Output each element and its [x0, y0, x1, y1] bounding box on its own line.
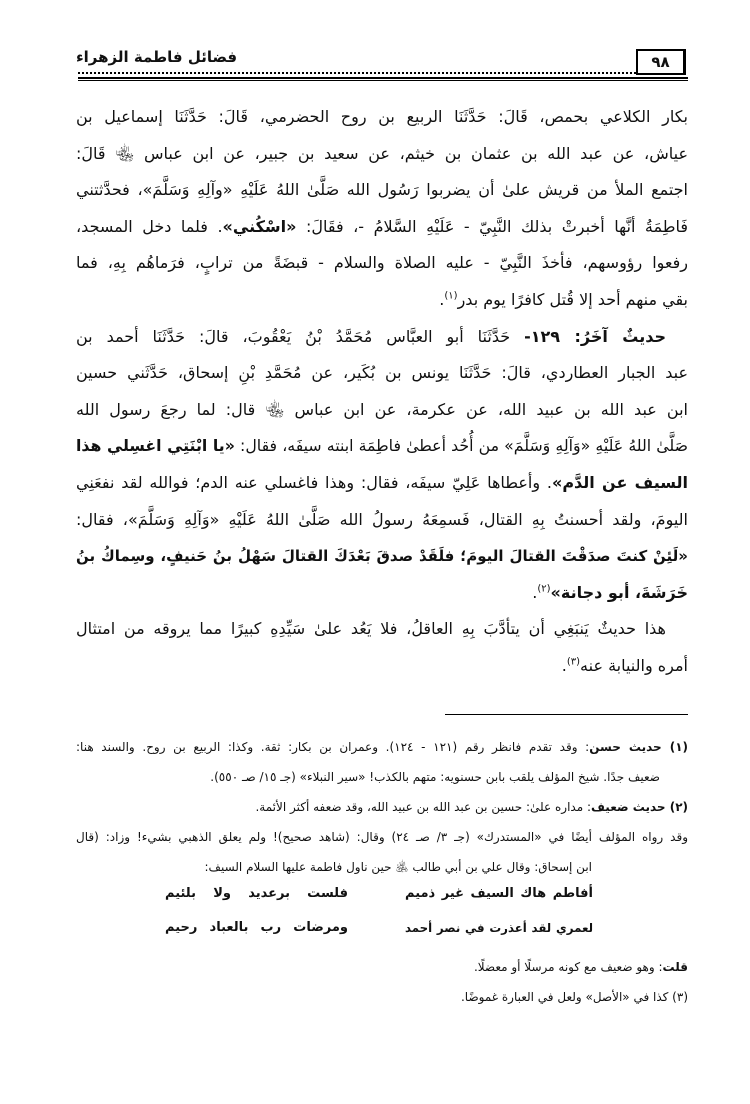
bold-text: «اسْكُني» [222, 216, 297, 236]
text-segment: . وأعطاها عَلِيّ سيفَه، فقال: وهذا فاغسلي عنه الدم؛ فوالله لقد نفعَنِي [76, 473, 552, 492]
bold-text: (١) حديث حسن [589, 740, 688, 754]
text-line [76, 431, 688, 461]
text-line [76, 578, 688, 608]
text-line [76, 505, 688, 535]
text-line [76, 248, 688, 278]
text-line [76, 212, 688, 242]
bold-text: قلت [662, 960, 688, 974]
verse-second-hemistich: ومرضات رب بالعباد رحيم [165, 920, 348, 935]
text-segment: وقد رواه المؤلف أيضًا في «المستدرك» (جـ ٣/ صـ ٢٤) وقال: (شاهد صحيح)! ولم يعلق الذهبي بشيء! وزاد: (قال [76, 830, 688, 844]
header-double-rule [78, 77, 688, 81]
text-line [76, 322, 666, 352]
text-segment: حَدَّثَنَا أبو العبَّاس مُحَمَّدُ بْنُ يَعْقُوبَ، قالَ: حَدَّثَنَا أحمد بن [76, 326, 525, 346]
text-segment: هذا حديثٌ يَنبَغِي أن يتأدَّبَ بِهِ العاقلُ، فلا يَعُد علىٰ سَيِّدِهِ كبيرًا مما يروقه من امتثال [76, 619, 666, 639]
text-line [76, 102, 688, 132]
text-segment: أمره والنيابة عنه [580, 656, 688, 675]
footnote-line [76, 766, 660, 788]
text-line [76, 614, 666, 644]
text-segment: . [532, 582, 538, 602]
text-segment: . [439, 290, 445, 309]
header-dotted-rule [78, 72, 636, 74]
text-segment: فَاطِمَةُ أنَّها أخبرتْ بذلك النَّبِيّ - عَلَيْهِ السَّلامُ -، فقَالَ: [296, 216, 688, 236]
text-segment: . [561, 656, 567, 675]
text-segment: : وقد تقدم فانظر رقم (١٢١ - ١٢٤). وعمران بن بكار: ثقة. وكذا: الربيع بن روح. والسند هنا: [76, 740, 590, 754]
text-segment: رفعوا رؤوسهم، فأخذَ النَّبِيّ - عليه الصلاة والسلام - قبضَةً من ترابٍ، فرَماهُم بِهِ، فما [76, 253, 688, 273]
text-segment: اجتمع الملأ من قريش علىٰ أن يضربوا رَسُول الله صَلَّىٰ اللهُ عَلَيْهِ «وآلِهِ وَسَلَّمَ»، فحدَّثتني [76, 180, 688, 200]
running-title: فضائل فاطمة الزهراء [76, 48, 238, 66]
verse-second-hemistich: فلست برعديد ولا بلئيم [165, 886, 348, 901]
text-segment: ابن عبد الله بن عبيد الله، عن عكرمة، عن ابن عباس ﵄ قال: لما رجعَ رسول الله [76, 399, 688, 419]
text-segment: صَلَّىٰ اللهُ عَلَيْهِ «وَآلِهِ وَسَلَّمَ» من أُحُد أعطىٰ فاطِمَة ابنته سيفَه، فقال: [234, 436, 688, 456]
footnote-line [76, 856, 592, 878]
verse-first-hemistich: أفاطم هاك السيف غير ذميم [405, 886, 593, 901]
footnote-line [76, 826, 688, 848]
bold-text: السيف عن الدَّم» [551, 473, 689, 492]
text-segment: بقي منهم أحد إلا قُتل كافرًا يوم بدر [457, 290, 688, 309]
text-segment: ابن إسحاق: وقال علي بن أبي طالب ﵁ حين ناول فاطمة عليها السلام السيف: [204, 860, 592, 874]
footnote-line [76, 956, 688, 978]
text-line [76, 358, 688, 388]
footnote-line [76, 796, 688, 818]
text-segment: . فلما دخل المسجد، [76, 216, 223, 236]
text-segment: ضعيف جدًا. شيخ المؤلف يلقب بابن حسنويه: متهم بالكذب! «سير النبلاء» (جـ ١٥/ صـ ٥٥٠). [210, 770, 660, 784]
text-segment: : وهو ضعيف مع كونه مرسلًا أو معضلًا. [473, 960, 663, 974]
text-line [76, 651, 688, 681]
text-segment: اليومَ، ولقد أحسنتُ بِهِ القتال، فَسمِعَهُ رسولُ الله صَلَّىٰ اللهُ عَلَيْهِ «وَآلِهِ وَسَلَّمَ»، فقال: [76, 509, 688, 529]
text-line [76, 395, 688, 425]
footnote-ref: (٣) [566, 656, 581, 668]
text-segment: بكار الكلاعي بحمص، قَالَ: حَدَّثَنَا الربيع بن روح الحضرمي، قَالَ: حَدَّثَنَا إسماعيل بن [76, 107, 688, 126]
bold-text: «لَئِنْ كنتَ صدَقْتَ القتالَ اليومَ؛ فلَقَدْ صدقَ بَعْدَكَ القتالَ سَهْلُ بنُ حَنيفٍ، وسِماكُ بنُ [76, 547, 688, 566]
footnote-separator [445, 714, 688, 715]
text-line [76, 285, 688, 315]
footnote-ref: (١) [444, 290, 458, 302]
text-segment: عياش، عن عبد الله بن عثمان بن خيثم، عن سعيد بن جبير، عن ابن عباس ﵄ قَالَ: [76, 143, 688, 163]
text-line [76, 175, 688, 205]
footnote-ref: (٢) [537, 583, 551, 595]
text-line [76, 541, 688, 571]
text-segment: (٣) كذا في «الأصل» ولعل في العبارة غموضًا. [460, 990, 688, 1004]
text-line [76, 139, 688, 169]
text-line [76, 468, 688, 498]
bold-text: خَرَشَةَ، أبو دجانة» [550, 582, 688, 602]
footnote-line [76, 736, 688, 758]
text-segment: : مداره علىٰ: حسين بن عبد الله بن عبيد الله، وقد ضعفه أكثر الأئمة. [255, 800, 591, 814]
verse-first-hemistich: لعمري لقد أعذرت في نصر أحمد [405, 921, 593, 935]
footnote-line [76, 986, 688, 1008]
text-segment: عبد الجبار العطاردي، قالَ: حَدَّثَنَا يونس بن بُكَير، عن مُحَمَّدِ بْنِ إسحاق، حَدَّثَني حسين [76, 363, 688, 383]
page-number: ٩٨ [636, 49, 686, 75]
bold-text: «يا ابْنَتِي اغسِلي هذا [76, 436, 235, 456]
bold-text: حديثٌ آخَرُ: ١٢٩- [524, 326, 666, 346]
bold-text: (٢) حديث ضعيف [591, 800, 688, 814]
